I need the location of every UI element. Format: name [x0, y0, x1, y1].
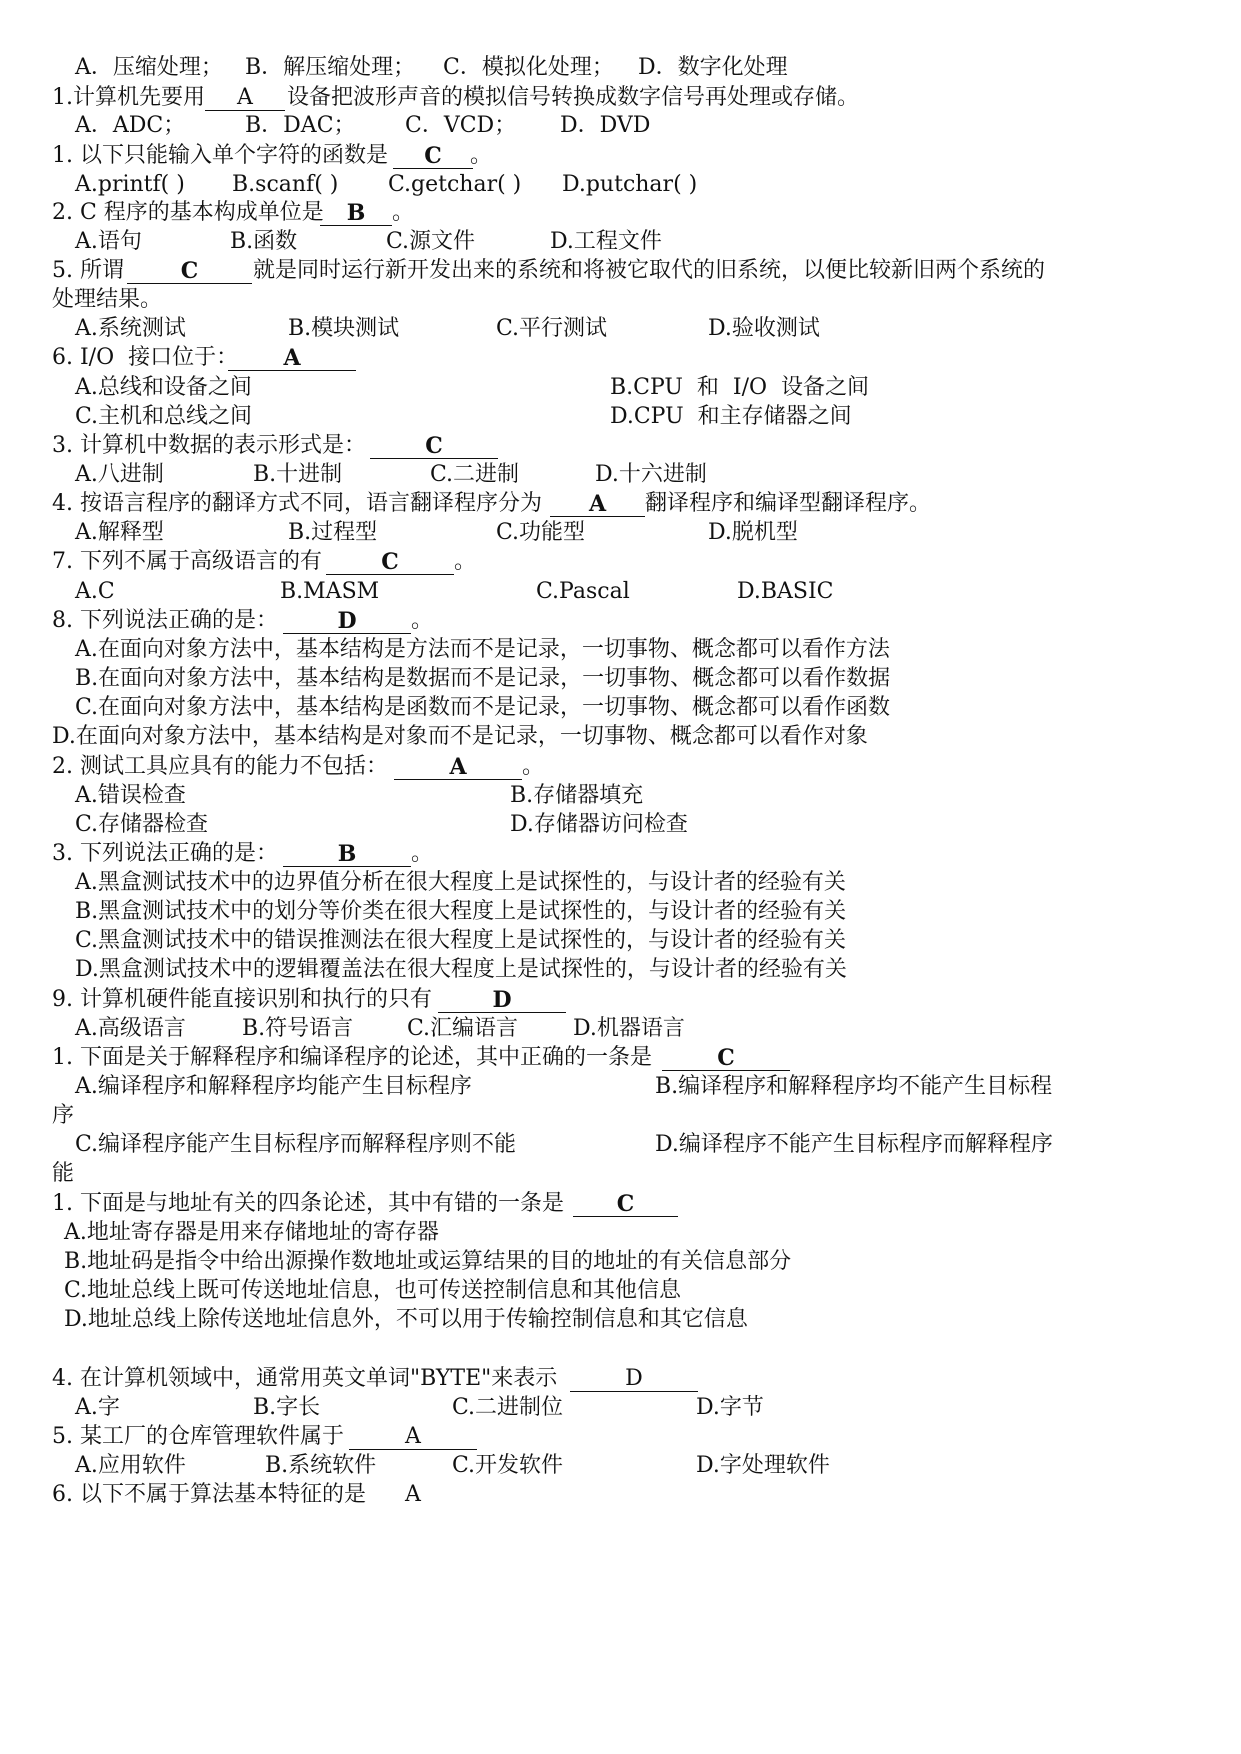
text-segment: 。: [392, 200, 415, 225]
text-segment: 4. 在计算机领域中，通常用英文单词"BYTE"来表示: [52, 1366, 558, 1391]
text-segment: C.地址总线上既可传送地址信息，也可传送控制信息和其他信息: [64, 1278, 682, 1303]
text-line: [0, 143, 1241, 169]
text-segment: C.功能型: [496, 520, 586, 545]
text-segment: D.地址总线上除传送地址信息外，不可以用于传输控制信息和其它信息: [64, 1307, 748, 1332]
text-segment: 6. 以下不属于算法基本特征的是: [52, 1482, 366, 1507]
text-segment: 翻译程序和编译型翻译程序。: [645, 491, 932, 516]
text-line: [0, 316, 1241, 342]
text-segment: D.脱机型: [708, 520, 798, 545]
text-line: [0, 404, 1241, 430]
text-line: [0, 637, 1241, 663]
answer-blank: A: [349, 1424, 477, 1450]
text-line: [0, 783, 1241, 809]
answer-blank: D: [283, 608, 411, 634]
text-segment: A.在面向对象方法中，基本结构是方法而不是记录，一切事物、概念都可以看作方法: [75, 637, 890, 662]
text-segment: 。: [470, 143, 493, 168]
text-line: [0, 928, 1241, 954]
answer-blank: B: [320, 200, 392, 226]
text-segment: C.二进制: [430, 462, 520, 487]
text-segment: D.字处理软件: [696, 1453, 830, 1478]
answer-blank: A: [550, 491, 645, 517]
text-line: [0, 287, 1241, 313]
text-segment: B.黑盒测试技术中的划分等价类在很大程度上是试探性的，与设计者的经验有关: [75, 899, 847, 924]
text-segment: D．DVD: [560, 113, 651, 138]
text-segment: 3. 下列说法正确的是：: [52, 841, 278, 866]
text-segment: 。: [522, 754, 545, 779]
text-line: [0, 1395, 1241, 1421]
text-segment: A.解释型: [75, 520, 164, 545]
text-segment: A．ADC；: [75, 113, 186, 138]
text-segment: D.编译程序不能产生目标程序而解释程序: [655, 1132, 1053, 1157]
text-line: [0, 491, 1241, 517]
text-line: [0, 1132, 1241, 1158]
answer-blank: C: [662, 1045, 790, 1071]
text-segment: 设备把波形声音的模拟信号转换成数字信号再处理或存储。: [287, 85, 860, 110]
text-segment: B.CPU 和 I/O 设备之间: [610, 375, 870, 400]
text-line: [0, 754, 1241, 780]
text-line: [0, 113, 1241, 139]
text-segment: B．解压缩处理；: [245, 55, 416, 80]
text-line: [0, 462, 1241, 488]
text-line: [0, 1103, 1241, 1129]
text-segment: 处理结果。: [52, 287, 163, 312]
text-segment: A.高级语言: [75, 1016, 186, 1041]
text-segment: C.getchar( ): [388, 172, 522, 197]
answer-blank: C: [573, 1191, 678, 1217]
text-segment: 。: [411, 841, 434, 866]
text-segment: 8. 下列说法正确的是：: [52, 608, 278, 633]
text-segment: B．DAC；: [245, 113, 356, 138]
text-line: [0, 1482, 1241, 1508]
answer-blank: A: [228, 345, 356, 371]
text-segment: A.语句: [75, 229, 142, 254]
text-line: [0, 520, 1241, 546]
text-segment: B.符号语言: [242, 1016, 354, 1041]
text-segment: C.Pascal: [536, 579, 630, 604]
text-segment: D．数字化处理: [638, 55, 788, 80]
text-line: [0, 1453, 1241, 1479]
text-line: [0, 375, 1241, 401]
text-segment: A.字: [75, 1395, 120, 1420]
text-segment: B.MASM: [280, 579, 380, 604]
text-line: [0, 345, 1241, 371]
text-segment: 5. 所谓: [52, 258, 124, 283]
text-line: [0, 666, 1241, 692]
answer-blank: D: [438, 987, 566, 1013]
text-segment: B.过程型: [288, 520, 378, 545]
text-segment: D.验收测试: [708, 316, 820, 341]
text-segment: A.黑盒测试技术中的边界值分析在很大程度上是试探性的，与设计者的经验有关: [75, 870, 846, 895]
text-line: [0, 987, 1241, 1013]
text-segment: A.printf( ): [75, 172, 185, 197]
text-segment: C.开发软件: [452, 1453, 564, 1478]
text-segment: B.字长: [253, 1395, 321, 1420]
text-line: [0, 1220, 1241, 1246]
text-line: [0, 579, 1241, 605]
text-segment: C．模拟化处理；: [443, 55, 614, 80]
text-segment: C.汇编语言: [407, 1016, 519, 1041]
text-line: [0, 85, 1241, 111]
text-segment: C．VCD；: [405, 113, 517, 138]
text-line: [0, 1016, 1241, 1042]
text-line: [0, 608, 1241, 634]
text-segment: B.在面向对象方法中，基本结构是数据而不是记录，一切事物、概念都可以看作数据: [75, 666, 891, 691]
text-segment: C.黑盒测试技术中的错误推测法在很大程度上是试探性的，与设计者的经验有关: [75, 928, 847, 953]
answer-blank: C: [326, 549, 454, 575]
text-line: [0, 200, 1241, 226]
text-line: [0, 1161, 1241, 1187]
text-segment: 就是同时运行新开发出来的系统和将被它取代的旧系统，以便比较新旧两个系统的: [253, 258, 1046, 283]
answer-blank: C: [370, 433, 498, 459]
text-line: [0, 433, 1241, 459]
text-segment: 。: [454, 549, 477, 574]
text-segment: D.黑盒测试技术中的逻辑覆盖法在很大程度上是试探性的，与设计者的经验有关: [75, 957, 847, 982]
text-segment: D.在面向对象方法中，基本结构是对象而不是记录，一切事物、概念都可以看作对象: [52, 724, 868, 749]
text-segment: C.主机和总线之间: [75, 404, 253, 429]
text-line: [0, 870, 1241, 896]
text-line: [0, 812, 1241, 838]
text-segment: A.系统测试: [75, 316, 186, 341]
text-segment: C.平行测试: [496, 316, 608, 341]
text-line: [0, 841, 1241, 867]
answer-blank: B: [283, 841, 411, 867]
text-segment: D.工程文件: [550, 229, 662, 254]
text-segment: C.二进制位: [452, 1395, 564, 1420]
text-segment: C.源文件: [386, 229, 476, 254]
text-line: [0, 695, 1241, 721]
text-line: [0, 1191, 1241, 1217]
text-segment: C.在面向对象方法中，基本结构是函数而不是记录，一切事物、概念都可以看作函数: [75, 695, 891, 720]
text-segment: 9. 计算机硬件能直接识别和执行的只有: [52, 987, 432, 1012]
text-segment: B.scanf( ): [232, 172, 339, 197]
text-segment: B.系统软件: [265, 1453, 377, 1478]
text-line: [0, 229, 1241, 255]
text-segment: D.CPU 和主存储器之间: [610, 404, 852, 429]
text-segment: 能: [52, 1161, 75, 1186]
text-line: [0, 258, 1241, 284]
text-segment: B.模块测试: [288, 316, 400, 341]
text-segment: A.C: [75, 579, 115, 604]
answer-blank: A: [394, 754, 522, 780]
text-line: [0, 1424, 1241, 1450]
text-line: [0, 1074, 1241, 1100]
text-line: [0, 1366, 1241, 1392]
text-segment: A.地址寄存器是用来存储地址的寄存器: [64, 1220, 439, 1245]
answer-blank: D: [570, 1366, 698, 1392]
text-line: [0, 1045, 1241, 1071]
text-line: [0, 549, 1241, 575]
text-segment: B.地址码是指令中给出源操作数地址或运算结果的目的地址的有关信息部分: [64, 1249, 792, 1274]
text-segment: 序: [52, 1103, 75, 1128]
text-segment: 1.计算机先要用: [52, 85, 205, 110]
text-segment: 3. 计算机中数据的表示形式是：: [52, 433, 366, 458]
text-segment: C.存储器检查: [75, 812, 209, 837]
text-segment: 6. I/O 接口位于：: [52, 345, 239, 370]
text-segment: D.BASIC: [737, 579, 834, 604]
text-segment: B.函数: [230, 229, 298, 254]
text-line: [0, 1278, 1241, 1304]
text-segment: D.十六进制: [595, 462, 707, 487]
text-segment: A.错误检查: [75, 783, 186, 808]
text-segment: D.存储器访问检查: [510, 812, 688, 837]
text-segment: A.应用软件: [75, 1453, 186, 1478]
answer-blank: A: [205, 85, 285, 111]
text-line: [0, 1249, 1241, 1275]
text-segment: B.编译程序和解释程序均不能产生目标程: [655, 1074, 1053, 1099]
text-segment: 4. 按语言程序的翻译方式不同，语言翻译程序分为: [52, 491, 542, 516]
text-segment: 7. 下列不属于高级语言的有: [52, 549, 322, 574]
text-segment: A.编译程序和解释程序均能产生目标程序: [75, 1074, 472, 1099]
text-segment: B.十进制: [253, 462, 343, 487]
text-line: [0, 1307, 1241, 1333]
text-line: [0, 899, 1241, 925]
text-segment: 。: [411, 608, 434, 633]
text-segment: 1. 下面是关于解释程序和编译程序的论述，其中正确的一条是: [52, 1045, 652, 1070]
text-segment: A.八进制: [75, 462, 164, 487]
text-line: [0, 172, 1241, 198]
text-segment: 2. C 程序的基本构成单位是: [52, 200, 324, 225]
answer-blank: C: [127, 258, 252, 284]
text-segment: D.机器语言: [573, 1016, 685, 1041]
text-segment: C.编译程序能产生目标程序而解释程序则不能: [75, 1132, 517, 1157]
text-segment: D.字节: [696, 1395, 764, 1420]
text-segment: 1. 下面是与地址有关的四条论述，其中有错的一条是: [52, 1191, 564, 1216]
text-segment: A．压缩处理；: [75, 55, 223, 80]
text-line: [0, 55, 1241, 81]
text-segment: 5. 某工厂的仓库管理软件属于: [52, 1424, 344, 1449]
text-segment: D.putchar( ): [562, 172, 698, 197]
text-line: [0, 957, 1241, 983]
text-segment: B.存储器填充: [510, 783, 644, 808]
answer-blank: C: [393, 143, 473, 169]
text-line: [0, 724, 1241, 750]
text-segment: A: [405, 1482, 421, 1507]
text-segment: 1. 以下只能输入单个字符的函数是: [52, 143, 388, 168]
text-segment: 2. 测试工具应具有的能力不包括：: [52, 754, 388, 779]
text-segment: A.总线和设备之间: [75, 375, 252, 400]
